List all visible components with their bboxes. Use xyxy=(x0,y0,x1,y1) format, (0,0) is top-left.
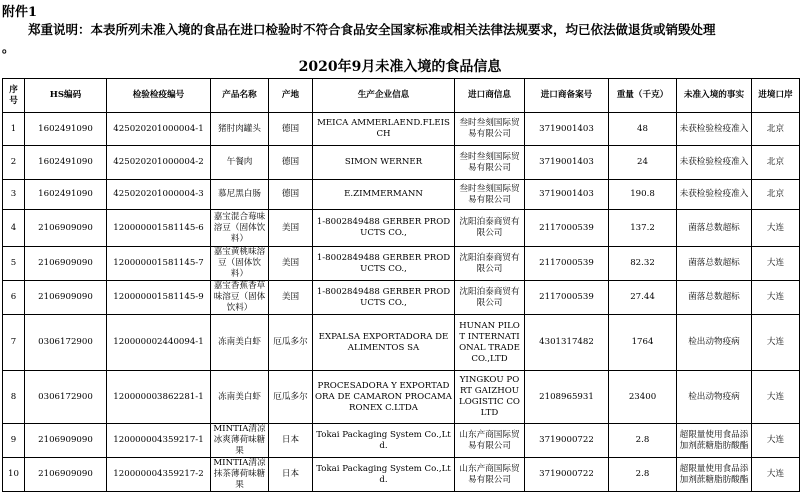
cell-inspection-no: 120000001581145-9 xyxy=(107,281,211,315)
cell-importer: 叁时叁刻国际贸易有限公司 xyxy=(455,113,525,146)
cell-seq: 3 xyxy=(3,180,25,210)
table-row xyxy=(3,315,800,371)
cell-product-name: 猪肘肉罐头 xyxy=(211,113,269,146)
cell-importer-record: 2117000539 xyxy=(525,281,609,315)
table-row xyxy=(3,113,800,146)
cell-hs-code: 1602491090 xyxy=(25,180,107,210)
cell-inspection-no: 425020201000004-3 xyxy=(107,180,211,210)
header-reason: 未准入境的事实 xyxy=(677,79,752,113)
cell-port: 大连 xyxy=(752,281,800,315)
cell-importer-record: 2117000539 xyxy=(525,210,609,247)
header-importer-record: 进口商备案号 xyxy=(525,79,609,113)
notice-line: 郑重说明：本表所列未准入境的食品在进口检验时不符合食品安全国家标准或相关法律法规要求，均已依法做退货或销毁处理 xyxy=(28,22,716,37)
cell-origin: 美国 xyxy=(269,210,313,247)
cell-hs-code: 2106909090 xyxy=(25,458,107,492)
cell-origin: 德国 xyxy=(269,146,313,180)
header-hs-code: HS编码 xyxy=(25,79,107,113)
cell-product-name: 嘉宝混合莓味溶豆（固体饮料） xyxy=(211,210,269,247)
cell-importer: YINGKOU PORT GAIZHOU LOGISTIC CO LTD xyxy=(455,371,525,424)
cell-inspection-no: 120000004359217-2 xyxy=(107,458,211,492)
cell-manufacturer: Tokai Packaging System Co.,Ltd. xyxy=(313,458,455,492)
cell-importer: 沈阳泊泰商贸有限公司 xyxy=(455,247,525,281)
cell-port: 大连 xyxy=(752,210,800,247)
cell-reason: 菌落总数超标 xyxy=(677,210,752,247)
table-row xyxy=(3,424,800,458)
table-title: 2020年9月未准入境的食品信息 xyxy=(298,59,502,75)
cell-seq: 2 xyxy=(3,146,25,180)
cell-hs-code: 2106909090 xyxy=(25,247,107,281)
cell-manufacturer: Tokai Packaging System Co.,Ltd. xyxy=(313,424,455,458)
cell-origin: 德国 xyxy=(269,113,313,146)
table-row xyxy=(3,458,800,492)
cell-reason: 菌落总数超标 xyxy=(677,281,752,315)
table-row xyxy=(3,247,800,281)
cell-origin: 日本 xyxy=(269,458,313,492)
cell-reason: 检出动物疫病 xyxy=(677,315,752,371)
cell-importer-record: 4301317482 xyxy=(525,315,609,371)
cell-hs-code: 2106909090 xyxy=(25,210,107,247)
cell-hs-code: 1602491090 xyxy=(25,146,107,180)
cell-weight: 2.8 xyxy=(609,458,677,492)
cell-reason: 菌落总数超标 xyxy=(677,247,752,281)
header-weight: 重量（千克） xyxy=(609,79,677,113)
cell-importer-record: 3719001403 xyxy=(525,113,609,146)
cell-manufacturer: PROCESADORA Y EXPORTADORA DE CAMARON PROCAMARONEX C.LTDA xyxy=(313,371,455,424)
cell-port: 大连 xyxy=(752,458,800,492)
cell-hs-code: 0306172900 xyxy=(25,371,107,424)
cell-manufacturer: 1-8002849488 GERBER PRODUCTS CO., xyxy=(313,247,455,281)
cell-hs-code: 2106909090 xyxy=(25,281,107,315)
cell-product-name: MINTIA清凉冰爽薄荷味糖果 xyxy=(211,424,269,458)
table-row xyxy=(3,281,800,315)
cell-weight: 190.8 xyxy=(609,180,677,210)
cell-importer-record: 2117000539 xyxy=(525,247,609,281)
cell-port: 北京 xyxy=(752,180,800,210)
cell-inspection-no: 120000003862281-1 xyxy=(107,371,211,424)
cell-weight: 82.32 xyxy=(609,247,677,281)
cell-reason: 未获检验检疫准入 xyxy=(677,113,752,146)
cell-importer-record: 3719001403 xyxy=(525,146,609,180)
cell-product-name: 慕尼黑白肠 xyxy=(211,180,269,210)
cell-port: 北京 xyxy=(752,113,800,146)
cell-inspection-no: 120000004359217-1 xyxy=(107,424,211,458)
cell-seq: 10 xyxy=(3,458,25,492)
cell-port: 大连 xyxy=(752,424,800,458)
cell-manufacturer: EXPALSA EXPORTADORA DE ALIMENTOS SA xyxy=(313,315,455,371)
cell-port: 大连 xyxy=(752,371,800,424)
cell-importer: 山东产商国际贸易有限公司 xyxy=(455,424,525,458)
cell-manufacturer: MEICA AMMERLAEND.FLEISCH xyxy=(313,113,455,146)
cell-importer: 叁时叁刻国际贸易有限公司 xyxy=(455,180,525,210)
cell-reason: 超限量使用食品添加剂蔗糖脂肪酸酯 xyxy=(677,424,752,458)
cell-weight: 1764 xyxy=(609,315,677,371)
cell-product-name: 午餐肉 xyxy=(211,146,269,180)
cell-origin: 厄瓜多尔 xyxy=(269,315,313,371)
cell-manufacturer: 1-8002849488 GERBER PRODUCTS CO., xyxy=(313,210,455,247)
cell-hs-code: 1602491090 xyxy=(25,113,107,146)
notice-text xyxy=(0,21,800,57)
cell-product-name: 冻南美白虾 xyxy=(211,371,269,424)
cell-reason: 未获检验检疫准入 xyxy=(677,146,752,180)
cell-manufacturer: 1-8002849488 GERBER PRODUCTS CO., xyxy=(313,281,455,315)
cell-inspection-no: 425020201000004-2 xyxy=(107,146,211,180)
cell-port: 大连 xyxy=(752,247,800,281)
cell-origin: 美国 xyxy=(269,247,313,281)
cell-reason: 超限量使用食品添加剂蔗糖脂肪酸酯 xyxy=(677,458,752,492)
cell-product-name: 冻南美白虾 xyxy=(211,315,269,371)
header-importer: 进口商信息 xyxy=(455,79,525,113)
table-row xyxy=(3,180,800,210)
cell-weight: 24 xyxy=(609,146,677,180)
cell-inspection-no: 120000002440094-1 xyxy=(107,315,211,371)
cell-product-name: MINTIA清凉抹茶薄荷味糖果 xyxy=(211,458,269,492)
cell-weight: 48 xyxy=(609,113,677,146)
cell-importer: 沈阳泊泰商贸有限公司 xyxy=(455,210,525,247)
cell-seq: 9 xyxy=(3,424,25,458)
cell-hs-code: 2106909090 xyxy=(25,424,107,458)
cell-product-name: 嘉宝黄桃味溶豆（固体饮料） xyxy=(211,247,269,281)
cell-inspection-no: 425020201000004-1 xyxy=(107,113,211,146)
cell-manufacturer: SIMON WERNER xyxy=(313,146,455,180)
attachment-label: 附件1 xyxy=(2,5,38,20)
cell-manufacturer: E.ZIMMERMANN xyxy=(313,180,455,210)
cell-port: 大连 xyxy=(752,315,800,371)
cell-importer: 叁时叁刻国际贸易有限公司 xyxy=(455,146,525,180)
header-manufacturer: 生产企业信息 xyxy=(313,79,455,113)
table-row xyxy=(3,146,800,180)
cell-hs-code: 0306172900 xyxy=(25,315,107,371)
cell-origin: 美国 xyxy=(269,281,313,315)
cell-importer: 山东产商国际贸易有限公司 xyxy=(455,458,525,492)
cell-seq: 8 xyxy=(3,371,25,424)
cell-port: 北京 xyxy=(752,146,800,180)
header-product-name: 产品名称 xyxy=(211,79,269,113)
cell-importer: 沈阳泊泰商贸有限公司 xyxy=(455,281,525,315)
cell-origin: 厄瓜多尔 xyxy=(269,371,313,424)
cell-importer-record: 3719000722 xyxy=(525,424,609,458)
cell-seq: 6 xyxy=(3,281,25,315)
cell-weight: 2.8 xyxy=(609,424,677,458)
cell-origin: 德国 xyxy=(269,180,313,210)
header-inspection-no: 检验检疫编号 xyxy=(107,79,211,113)
cell-importer-record: 2108965931 xyxy=(525,371,609,424)
header-row xyxy=(3,79,800,113)
cell-importer-record: 3719000722 xyxy=(525,458,609,492)
header-seq: 序号 xyxy=(3,79,25,113)
cell-seq: 5 xyxy=(3,247,25,281)
table-row xyxy=(3,371,800,424)
cell-weight: 23400 xyxy=(609,371,677,424)
header-origin: 产地 xyxy=(269,79,313,113)
cell-seq: 4 xyxy=(3,210,25,247)
header-port: 进境口岸 xyxy=(752,79,800,113)
cell-weight: 137.2 xyxy=(609,210,677,247)
notice-end: 。 xyxy=(2,40,15,55)
cell-product-name: 嘉宝香蕉香草味溶豆（固体饮料） xyxy=(211,281,269,315)
table-row xyxy=(3,210,800,247)
cell-reason: 检出动物疫病 xyxy=(677,371,752,424)
cell-importer-record: 3719001403 xyxy=(525,180,609,210)
cell-origin: 日本 xyxy=(269,424,313,458)
cell-weight: 27.44 xyxy=(609,281,677,315)
cell-reason: 未获检验检疫准入 xyxy=(677,180,752,210)
cell-inspection-no: 120000001581145-6 xyxy=(107,210,211,247)
cell-seq: 1 xyxy=(3,113,25,146)
cell-inspection-no: 120000001581145-7 xyxy=(107,247,211,281)
food-info-table xyxy=(2,78,800,492)
cell-seq: 7 xyxy=(3,315,25,371)
cell-importer: HUNAN PILOT INTERNATIONAL TRADE CO.,LTD xyxy=(455,315,525,371)
